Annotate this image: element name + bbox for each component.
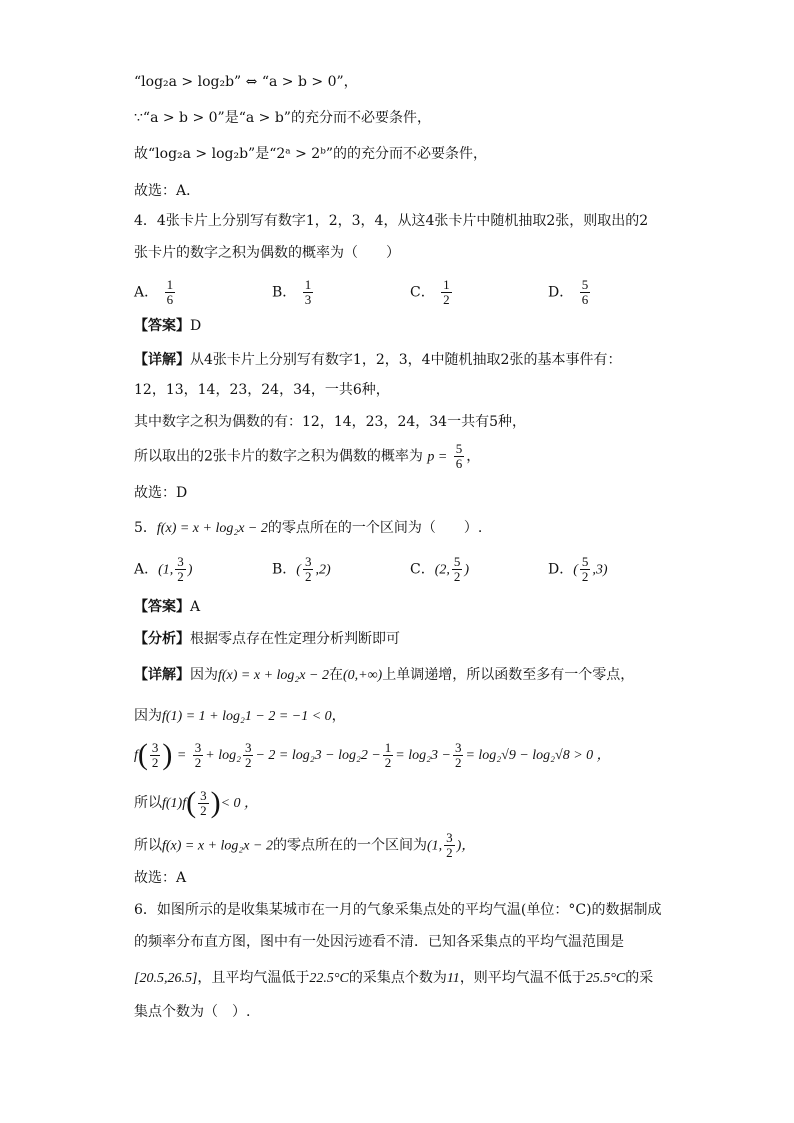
detail-text: 的零点所在的一个区间为 (272, 837, 427, 854)
fraction-numerator: 1 (304, 277, 312, 292)
fraction (444, 831, 455, 860)
fraction-numerator: 3 (200, 787, 207, 803)
fraction (150, 741, 161, 770)
fraction-numerator: 3 (177, 554, 184, 569)
fraction (383, 741, 394, 770)
function-expression: f(x) = x + log₂x − 2 (156, 521, 268, 536)
detail-text: 在 (328, 667, 343, 683)
question-text: 的采集点个数为 (348, 970, 447, 986)
count: 11 (446, 971, 460, 986)
detail-text: 上单调递增，所以函数至多有一个零点， (382, 667, 635, 683)
interval-open: (1, (158, 562, 174, 578)
answer-value: A (190, 599, 201, 615)
q5-option-b (272, 555, 331, 584)
q4-option-b (272, 278, 315, 307)
question-text: 的采 (625, 970, 654, 986)
fraction (175, 555, 186, 584)
option-label: B． (272, 561, 297, 578)
interval-open: (2, (434, 562, 450, 578)
question-number: 5． (134, 520, 157, 536)
function-name: f (134, 748, 138, 763)
expression: − 2 = log₂3 − log₂2 − (255, 748, 381, 763)
fraction-denominator: 2 (443, 292, 450, 307)
option-label: C． (410, 561, 435, 578)
interval-open: ( (573, 562, 578, 578)
expression: < 0 ， (220, 796, 259, 811)
question-6-line-4: 集点个数为（ ）. (134, 1004, 251, 1020)
expression: f(1)f (162, 796, 187, 811)
analysis-text: 根据零点存在性定理分析判断即可 (190, 631, 400, 647)
detail-text: ， (466, 448, 481, 465)
fraction (453, 741, 464, 770)
fraction-numerator: 3 (244, 739, 252, 755)
interval-close: )， (456, 838, 476, 854)
fraction (165, 278, 176, 307)
text-line: 故“log₂a > log₂b”是“2ᵃ > 2ᵇ”的的充分而不必要条件， (134, 146, 487, 162)
fraction-denominator: 2 (454, 754, 462, 770)
left-paren: ( (186, 786, 197, 819)
detail-tag: 【详解】 (134, 667, 190, 683)
fraction-numerator: 5 (453, 554, 461, 569)
fraction-numerator: 3 (446, 830, 453, 845)
fraction-denominator: 2 (194, 754, 202, 770)
fraction-denominator: 2 (453, 569, 461, 584)
fraction (441, 278, 452, 307)
text-line: “log₂a > log₂b” ⇔ “a > b > 0”， (134, 74, 358, 90)
detail-text: ， (331, 708, 346, 724)
temperature: 22.5°C (309, 971, 349, 986)
expression: = log₂3 − (395, 748, 451, 763)
answer-value: D (190, 318, 202, 334)
fraction-numerator: 5 (581, 554, 589, 569)
question-4-line-2: 张卡片的数字之积为偶数的概率为（ ） (134, 245, 400, 261)
detail-tag: 【详解】 (134, 352, 190, 368)
fraction-denominator: 6 (455, 456, 463, 471)
equals-sign: = (176, 748, 187, 763)
q4-answer (134, 316, 201, 336)
expression: = log₂√9 − log₂√8 > 0 ， (465, 748, 611, 763)
question-4-line-1: 4．4张卡片上分别写有数字1，2，3，4，从这4张卡片中随机抽取2张，则取出的2 (134, 213, 649, 229)
interval-close: ) (464, 562, 470, 578)
fraction (580, 278, 591, 307)
interval-close: ) (187, 562, 193, 578)
q5-detail-line-3 (134, 740, 611, 770)
question-6-line-1: 6．如图所示的是收集某城市在一月的气象采集点处的平均气温(单位：°C)的数据制成 (134, 902, 662, 918)
q5-option-c (410, 555, 469, 584)
q5-option-d (548, 555, 608, 584)
fraction (303, 278, 314, 307)
probability-variable: p = (427, 449, 448, 465)
fraction-denominator: 6 (581, 292, 589, 307)
text-line: 故选：A． (134, 183, 201, 199)
temperature: 25.5°C (585, 971, 626, 986)
fraction-numerator: 5 (455, 441, 463, 456)
fraction-numerator: 3 (151, 739, 159, 755)
function-expression: f(x) = x + log₂x − 2 (218, 668, 329, 683)
fraction-denominator: 2 (446, 845, 453, 860)
analysis-tag: 【分析】 (134, 631, 190, 647)
left-paren: ( (137, 738, 148, 771)
function-expression: f(x) = x + log₂x − 2 (162, 838, 273, 854)
option-label: A． (134, 284, 159, 301)
q4-choose: 故选：D (134, 485, 188, 501)
detail-text: 所以 (134, 837, 162, 854)
question-text: ，则平均气温不低于 (459, 970, 586, 986)
fraction-numerator: 5 (581, 277, 589, 292)
option-label: D． (548, 561, 574, 578)
fraction-numerator: 1 (384, 739, 392, 755)
detail-text: 从4张卡片上分别写有数字1，2，3，4中随机抽取2张的基本事件有： (190, 352, 622, 368)
fraction (303, 555, 314, 584)
q5-answer (134, 597, 200, 617)
fraction-denominator: 2 (177, 569, 184, 584)
equation: f(1) = 1 + log₂1 − 2 = −1 < 0 (162, 709, 332, 724)
interval: (0,+∞) (342, 668, 383, 683)
option-label: B． (272, 284, 297, 301)
q5-detail-line-1 (134, 665, 634, 686)
log-term: + log₂ (205, 748, 241, 763)
fraction-denominator: 2 (151, 754, 159, 770)
q4-detail-line-2: 12，13，14，23，24，34，一共6种， (134, 382, 390, 398)
right-paren: ) (162, 738, 173, 771)
fraction (454, 442, 465, 471)
fraction-denominator: 6 (166, 292, 174, 307)
fraction (193, 741, 204, 770)
interval-close: ,2) (315, 562, 331, 578)
q5-analysis (134, 629, 400, 649)
fraction-denominator: 2 (581, 569, 589, 584)
fraction (580, 555, 591, 584)
question-6-line-3 (134, 968, 653, 989)
fraction-denominator: 2 (384, 754, 392, 770)
fraction (243, 741, 254, 770)
detail-text: 所以取出的2张卡片的数字之积为偶数的概率为 (134, 448, 423, 465)
q5-detail-line-2 (134, 706, 346, 727)
question-text: 的零点所在的一个区间为（ ）. (267, 520, 483, 536)
q5-detail-line-4 (134, 788, 258, 818)
q4-option-d (548, 278, 592, 307)
q5-choose: 故选：A (134, 870, 187, 886)
interval: [20.5,26.5] (134, 971, 198, 986)
fraction (198, 789, 209, 818)
q5-detail-line-5 (134, 831, 475, 860)
answer-tag: 【答案】 (134, 318, 190, 334)
question-5-stem (134, 518, 482, 539)
fraction (452, 555, 463, 584)
q4-detail-line-4 (134, 442, 480, 471)
option-label: C． (410, 284, 435, 301)
question-6-line-2: 的频率分布直方图，图中有一处因污迹看不清．已知各采集点的平均气温范围是 (134, 934, 624, 950)
fraction-denominator: 2 (304, 569, 312, 584)
option-label: D． (548, 284, 574, 301)
fraction-numerator: 3 (304, 554, 312, 569)
q4-detail-line-1 (134, 350, 621, 370)
answer-tag: 【答案】 (134, 599, 190, 615)
interval-open: ( (296, 562, 301, 578)
fraction-denominator: 2 (244, 754, 252, 770)
option-label: A． (134, 561, 159, 578)
fraction-numerator: 1 (166, 277, 174, 292)
fraction-denominator: 2 (200, 802, 207, 818)
text-line: ∵“a > b > 0”是“a > b”的充分而不必要条件， (134, 110, 431, 126)
fraction-denominator: 3 (304, 292, 312, 307)
interval-open: (1, (426, 838, 443, 854)
question-text: ，且平均气温低于 (197, 970, 310, 986)
q4-detail-line-3: 其中数字之积为偶数的有：12，14，23，24，34一共有5种， (134, 414, 526, 430)
q4-option-c (410, 278, 454, 307)
detail-text: 所以 (134, 795, 162, 811)
fraction-numerator: 3 (194, 739, 202, 755)
fraction-numerator: 3 (454, 739, 462, 755)
q5-option-a (134, 555, 192, 584)
detail-text: 因为 (134, 708, 162, 724)
fraction-numerator: 1 (443, 277, 450, 292)
interval-close: ,3) (592, 562, 608, 578)
right-paren: ) (210, 786, 221, 819)
detail-text: 因为 (190, 667, 218, 683)
q4-option-a (134, 278, 177, 307)
